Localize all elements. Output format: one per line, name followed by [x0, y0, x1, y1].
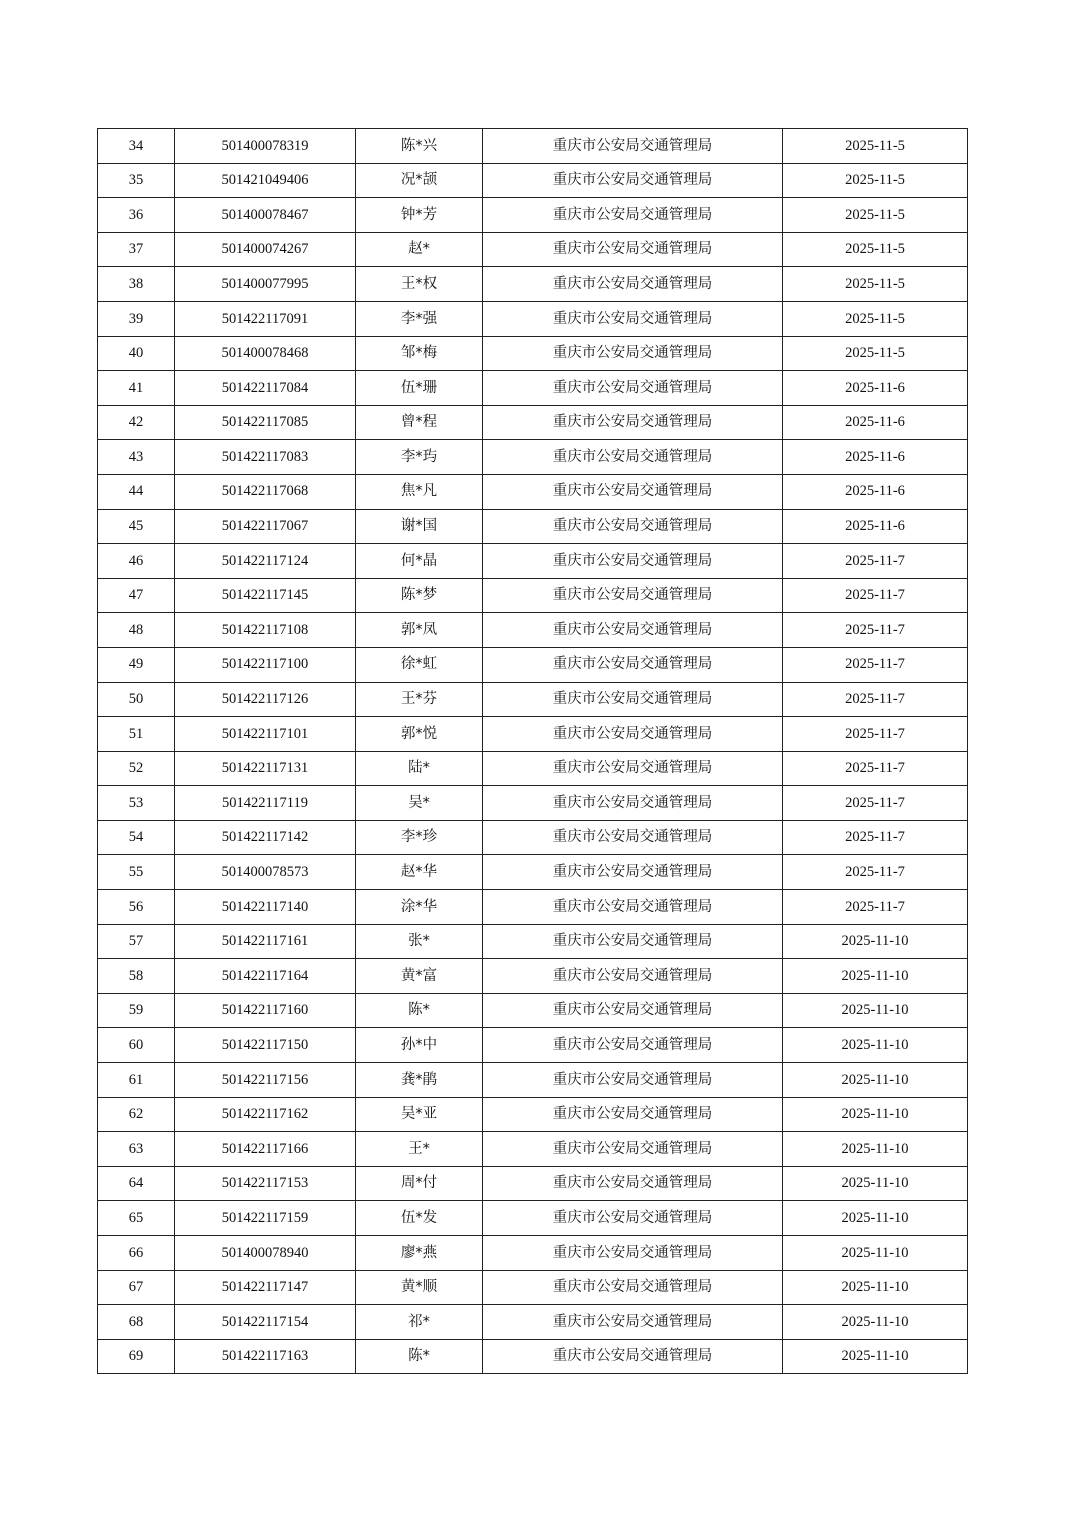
table-row	[98, 1201, 968, 1236]
cell-id-number: 501422117124	[175, 544, 356, 579]
cell-name: 吴*	[356, 786, 483, 821]
table-row	[98, 1063, 968, 1098]
cell-name: 王*权	[356, 267, 483, 302]
cell-date: 2025-11-10	[783, 1097, 968, 1132]
cell-id-number: 501400078467	[175, 198, 356, 233]
cell-date: 2025-11-10	[783, 1132, 968, 1167]
table-row	[98, 440, 968, 475]
cell-index: 38	[98, 267, 175, 302]
cell-id-number: 501400074267	[175, 232, 356, 267]
cell-id-number: 501422117091	[175, 301, 356, 336]
cell-name: 赵*	[356, 232, 483, 267]
cell-name: 钟*芳	[356, 198, 483, 233]
table-row	[98, 647, 968, 682]
cell-name: 祁*	[356, 1305, 483, 1340]
cell-id-number: 501422117150	[175, 1028, 356, 1063]
table-row	[98, 405, 968, 440]
cell-agency: 重庆市公安局交通管理局	[483, 198, 783, 233]
cell-index: 61	[98, 1063, 175, 1098]
cell-agency: 重庆市公安局交通管理局	[483, 440, 783, 475]
cell-name: 赵*华	[356, 855, 483, 890]
table-row	[98, 855, 968, 890]
cell-date: 2025-11-10	[783, 1339, 968, 1374]
cell-index: 50	[98, 682, 175, 717]
table-row	[98, 544, 968, 579]
cell-index: 47	[98, 578, 175, 613]
cell-agency: 重庆市公安局交通管理局	[483, 405, 783, 440]
cell-index: 48	[98, 613, 175, 648]
table-row	[98, 1236, 968, 1271]
table-row	[98, 959, 968, 994]
cell-index: 56	[98, 890, 175, 925]
cell-id-number: 501422117142	[175, 820, 356, 855]
table-row	[98, 682, 968, 717]
cell-date: 2025-11-7	[783, 855, 968, 890]
table-row	[98, 993, 968, 1028]
cell-agency: 重庆市公安局交通管理局	[483, 647, 783, 682]
cell-name: 陈*	[356, 993, 483, 1028]
cell-name: 徐*虹	[356, 647, 483, 682]
cell-index: 49	[98, 647, 175, 682]
cell-name: 王*	[356, 1132, 483, 1167]
cell-name: 黄*富	[356, 959, 483, 994]
cell-date: 2025-11-10	[783, 959, 968, 994]
table-row	[98, 751, 968, 786]
cell-id-number: 501422117068	[175, 474, 356, 509]
cell-date: 2025-11-10	[783, 1166, 968, 1201]
cell-index: 69	[98, 1339, 175, 1374]
cell-name: 陈*兴	[356, 129, 483, 164]
table-row	[98, 786, 968, 821]
cell-agency: 重庆市公安局交通管理局	[483, 371, 783, 406]
cell-name: 况*颉	[356, 163, 483, 198]
cell-date: 2025-11-10	[783, 1201, 968, 1236]
cell-agency: 重庆市公安局交通管理局	[483, 1305, 783, 1340]
table-row	[98, 129, 968, 164]
cell-id-number: 501422117164	[175, 959, 356, 994]
cell-date: 2025-11-5	[783, 301, 968, 336]
records-table	[97, 128, 968, 1374]
cell-date: 2025-11-7	[783, 613, 968, 648]
cell-index: 57	[98, 924, 175, 959]
cell-id-number: 501422117154	[175, 1305, 356, 1340]
cell-id-number: 501422117085	[175, 405, 356, 440]
table-row	[98, 336, 968, 371]
cell-date: 2025-11-10	[783, 1063, 968, 1098]
cell-id-number: 501422117083	[175, 440, 356, 475]
cell-date: 2025-11-6	[783, 440, 968, 475]
cell-name: 邹*梅	[356, 336, 483, 371]
cell-agency: 重庆市公安局交通管理局	[483, 336, 783, 371]
cell-id-number: 501422117145	[175, 578, 356, 613]
cell-name: 郭*悦	[356, 717, 483, 752]
table-row	[98, 1097, 968, 1132]
cell-name: 曾*程	[356, 405, 483, 440]
cell-date: 2025-11-7	[783, 786, 968, 821]
cell-agency: 重庆市公安局交通管理局	[483, 474, 783, 509]
cell-name: 陈*	[356, 1339, 483, 1374]
cell-agency: 重庆市公安局交通管理局	[483, 1063, 783, 1098]
cell-id-number: 501422117162	[175, 1097, 356, 1132]
cell-id-number: 501422117119	[175, 786, 356, 821]
table-row	[98, 474, 968, 509]
cell-agency: 重庆市公安局交通管理局	[483, 1166, 783, 1201]
cell-agency: 重庆市公安局交通管理局	[483, 267, 783, 302]
cell-date: 2025-11-5	[783, 267, 968, 302]
cell-date: 2025-11-6	[783, 474, 968, 509]
cell-name: 王*芬	[356, 682, 483, 717]
table-row	[98, 578, 968, 613]
cell-name: 陈*梦	[356, 578, 483, 613]
cell-agency: 重庆市公安局交通管理局	[483, 1097, 783, 1132]
cell-id-number: 501422117153	[175, 1166, 356, 1201]
cell-index: 60	[98, 1028, 175, 1063]
cell-date: 2025-11-7	[783, 820, 968, 855]
cell-id-number: 501422117161	[175, 924, 356, 959]
cell-date: 2025-11-5	[783, 163, 968, 198]
cell-date: 2025-11-10	[783, 924, 968, 959]
cell-date: 2025-11-6	[783, 509, 968, 544]
cell-date: 2025-11-6	[783, 405, 968, 440]
cell-index: 67	[98, 1270, 175, 1305]
cell-id-number: 501422117126	[175, 682, 356, 717]
cell-index: 42	[98, 405, 175, 440]
cell-index: 39	[98, 301, 175, 336]
cell-id-number: 501422117156	[175, 1063, 356, 1098]
cell-id-number: 501422117131	[175, 751, 356, 786]
cell-date: 2025-11-5	[783, 198, 968, 233]
cell-date: 2025-11-5	[783, 232, 968, 267]
cell-date: 2025-11-7	[783, 717, 968, 752]
cell-agency: 重庆市公安局交通管理局	[483, 509, 783, 544]
table-row	[98, 1270, 968, 1305]
cell-name: 李*玙	[356, 440, 483, 475]
cell-index: 59	[98, 993, 175, 1028]
cell-agency: 重庆市公安局交通管理局	[483, 129, 783, 164]
cell-index: 58	[98, 959, 175, 994]
cell-date: 2025-11-7	[783, 544, 968, 579]
table-row	[98, 1166, 968, 1201]
cell-agency: 重庆市公安局交通管理局	[483, 1028, 783, 1063]
table-row	[98, 301, 968, 336]
table-row	[98, 198, 968, 233]
cell-id-number: 501422117159	[175, 1201, 356, 1236]
cell-index: 51	[98, 717, 175, 752]
cell-agency: 重庆市公安局交通管理局	[483, 959, 783, 994]
cell-id-number: 501400078468	[175, 336, 356, 371]
cell-index: 37	[98, 232, 175, 267]
cell-agency: 重庆市公安局交通管理局	[483, 890, 783, 925]
cell-index: 44	[98, 474, 175, 509]
cell-index: 65	[98, 1201, 175, 1236]
table-row	[98, 232, 968, 267]
cell-id-number: 501422117108	[175, 613, 356, 648]
cell-name: 黄*顺	[356, 1270, 483, 1305]
cell-index: 62	[98, 1097, 175, 1132]
cell-name: 何*晶	[356, 544, 483, 579]
cell-agency: 重庆市公安局交通管理局	[483, 163, 783, 198]
cell-date: 2025-11-7	[783, 647, 968, 682]
cell-agency: 重庆市公安局交通管理局	[483, 855, 783, 890]
cell-date: 2025-11-10	[783, 993, 968, 1028]
cell-name: 伍*发	[356, 1201, 483, 1236]
cell-id-number: 501422117140	[175, 890, 356, 925]
cell-id-number: 501422117084	[175, 371, 356, 406]
cell-agency: 重庆市公安局交通管理局	[483, 1132, 783, 1167]
cell-date: 2025-11-10	[783, 1028, 968, 1063]
cell-id-number: 501422117163	[175, 1339, 356, 1374]
cell-name: 廖*燕	[356, 1236, 483, 1271]
cell-name: 周*付	[356, 1166, 483, 1201]
cell-index: 34	[98, 129, 175, 164]
cell-id-number: 501400078573	[175, 855, 356, 890]
cell-name: 焦*凡	[356, 474, 483, 509]
cell-agency: 重庆市公安局交通管理局	[483, 924, 783, 959]
cell-name: 张*	[356, 924, 483, 959]
cell-index: 36	[98, 198, 175, 233]
cell-id-number: 501422117100	[175, 647, 356, 682]
cell-id-number: 501422117160	[175, 993, 356, 1028]
cell-agency: 重庆市公安局交通管理局	[483, 1270, 783, 1305]
table-row	[98, 820, 968, 855]
cell-index: 64	[98, 1166, 175, 1201]
cell-agency: 重庆市公安局交通管理局	[483, 1236, 783, 1271]
cell-index: 54	[98, 820, 175, 855]
cell-name: 孙*中	[356, 1028, 483, 1063]
cell-date: 2025-11-7	[783, 578, 968, 613]
cell-id-number: 501422117067	[175, 509, 356, 544]
cell-name: 伍*珊	[356, 371, 483, 406]
cell-id-number: 501422117147	[175, 1270, 356, 1305]
table-row	[98, 613, 968, 648]
cell-agency: 重庆市公安局交通管理局	[483, 1201, 783, 1236]
cell-agency: 重庆市公安局交通管理局	[483, 301, 783, 336]
cell-date: 2025-11-5	[783, 129, 968, 164]
table-row	[98, 717, 968, 752]
cell-date: 2025-11-10	[783, 1270, 968, 1305]
cell-agency: 重庆市公安局交通管理局	[483, 751, 783, 786]
cell-date: 2025-11-6	[783, 371, 968, 406]
cell-name: 龚*鹃	[356, 1063, 483, 1098]
cell-date: 2025-11-7	[783, 682, 968, 717]
cell-agency: 重庆市公安局交通管理局	[483, 993, 783, 1028]
cell-name: 谢*国	[356, 509, 483, 544]
cell-id-number: 501421049406	[175, 163, 356, 198]
cell-index: 45	[98, 509, 175, 544]
cell-date: 2025-11-5	[783, 336, 968, 371]
cell-name: 吴*亚	[356, 1097, 483, 1132]
table-row	[98, 371, 968, 406]
cell-date: 2025-11-7	[783, 751, 968, 786]
cell-name: 涂*华	[356, 890, 483, 925]
cell-index: 63	[98, 1132, 175, 1167]
table-row	[98, 163, 968, 198]
cell-index: 43	[98, 440, 175, 475]
cell-index: 41	[98, 371, 175, 406]
cell-index: 35	[98, 163, 175, 198]
cell-id-number: 501400077995	[175, 267, 356, 302]
cell-index: 66	[98, 1236, 175, 1271]
cell-agency: 重庆市公安局交通管理局	[483, 1339, 783, 1374]
cell-date: 2025-11-10	[783, 1236, 968, 1271]
cell-name: 陆*	[356, 751, 483, 786]
cell-agency: 重庆市公安局交通管理局	[483, 232, 783, 267]
cell-agency: 重庆市公安局交通管理局	[483, 820, 783, 855]
cell-date: 2025-11-10	[783, 1305, 968, 1340]
cell-agency: 重庆市公安局交通管理局	[483, 544, 783, 579]
table-row	[98, 890, 968, 925]
cell-index: 46	[98, 544, 175, 579]
cell-id-number: 501400078940	[175, 1236, 356, 1271]
cell-agency: 重庆市公安局交通管理局	[483, 682, 783, 717]
table-row	[98, 1339, 968, 1374]
table-row	[98, 924, 968, 959]
cell-name: 郭*凤	[356, 613, 483, 648]
table-row	[98, 509, 968, 544]
cell-date: 2025-11-7	[783, 890, 968, 925]
cell-agency: 重庆市公安局交通管理局	[483, 578, 783, 613]
cell-id-number: 501422117101	[175, 717, 356, 752]
cell-agency: 重庆市公安局交通管理局	[483, 613, 783, 648]
cell-index: 40	[98, 336, 175, 371]
table-row	[98, 1028, 968, 1063]
cell-name: 李*珍	[356, 820, 483, 855]
cell-index: 52	[98, 751, 175, 786]
cell-name: 李*强	[356, 301, 483, 336]
table-row	[98, 267, 968, 302]
cell-agency: 重庆市公安局交通管理局	[483, 717, 783, 752]
cell-id-number: 501422117166	[175, 1132, 356, 1167]
table-row	[98, 1305, 968, 1340]
table-row	[98, 1132, 968, 1167]
cell-index: 55	[98, 855, 175, 890]
cell-index: 53	[98, 786, 175, 821]
cell-agency: 重庆市公安局交通管理局	[483, 786, 783, 821]
records-table-body	[98, 129, 968, 1374]
cell-index: 68	[98, 1305, 175, 1340]
cell-id-number: 501400078319	[175, 129, 356, 164]
